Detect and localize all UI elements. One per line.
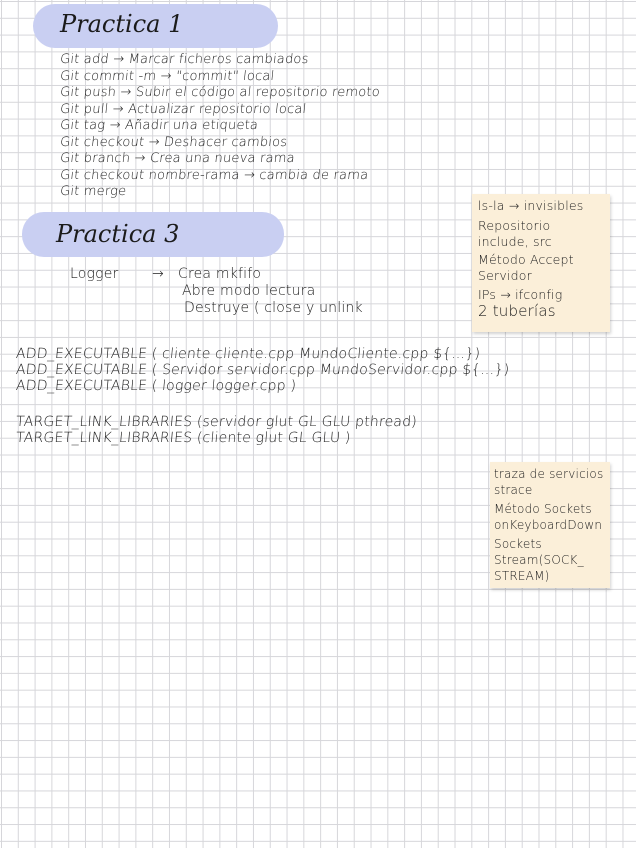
- sticky-note-2: [490, 462, 610, 588]
- git-line: Git checkout → Deshacer cambios: [59, 134, 289, 150]
- arrow-icon: →: [152, 266, 164, 282]
- logger-item: Abre modo lectura: [182, 283, 316, 299]
- logger-item: Crea mkfifo: [178, 266, 262, 282]
- practica1-title: Practica 1: [60, 10, 184, 38]
- git-line: Git add → Marcar ficheros cambiados: [59, 52, 310, 67]
- git-line: Git commit -m → "commit" local: [59, 68, 276, 84]
- sticky-line: IPs → ifconfig: [478, 287, 563, 302]
- git-line: Git pull → Actualizar repositorio local: [59, 101, 308, 117]
- sticky-line: ls-la → invisibles: [478, 198, 584, 213]
- git-line: Git tag → Añadir una etiqueta: [59, 118, 259, 133]
- git-line: Git push → Subir el código al repositorio remoto: [59, 85, 381, 100]
- sticky-line: Método Accept: [478, 252, 574, 267]
- sticky-line: include, src: [478, 234, 552, 249]
- git-commands-list: [60, 52, 380, 201]
- sticky-line: STREAM): [494, 569, 550, 583]
- cmake-line: TARGET_LINK_LIBRARIES (cliente glut GL GLU ): [15, 430, 352, 446]
- sticky-line: traza de servicios: [494, 467, 604, 481]
- sticky-line: Método Sockets: [494, 502, 592, 516]
- sticky-line: strace: [494, 483, 533, 497]
- sticky-line: Stream(SOCK_: [494, 553, 584, 567]
- sticky-note-1: [472, 194, 610, 332]
- logger-item: Destruye ( close y unlink: [184, 300, 363, 316]
- logger-label: Logger: [70, 266, 119, 282]
- cmake-line: ADD_EXECUTABLE ( Servidor servidor.cpp MundoServidor.cpp ${...}): [15, 362, 510, 378]
- cmake-line: TARGET_LINK_LIBRARIES (servidor glut GL GLU pthread): [15, 414, 418, 430]
- cmake-link-libraries: [16, 414, 417, 446]
- cmake-executables: [16, 346, 509, 394]
- git-line: Git merge: [59, 184, 128, 199]
- sticky-line: Servidor: [478, 268, 532, 283]
- git-line: Git branch → Crea una nueva rama: [59, 151, 296, 166]
- cmake-line: ADD_EXECUTABLE ( cliente cliente.cpp MundoCliente.cpp ${...}): [15, 346, 481, 362]
- sticky-line: Repositorio: [478, 218, 551, 233]
- cmake-line: ADD_EXECUTABLE ( logger logger.cpp ): [15, 378, 297, 394]
- practica3-title: Practica 3: [56, 220, 180, 248]
- sticky-line: 2 tuberías: [478, 302, 556, 320]
- sticky-line: onKeyboardDown: [494, 518, 603, 532]
- git-line: Git checkout nombre-rama → cambia de rama: [59, 167, 370, 183]
- sticky-line: Sockets: [494, 537, 542, 551]
